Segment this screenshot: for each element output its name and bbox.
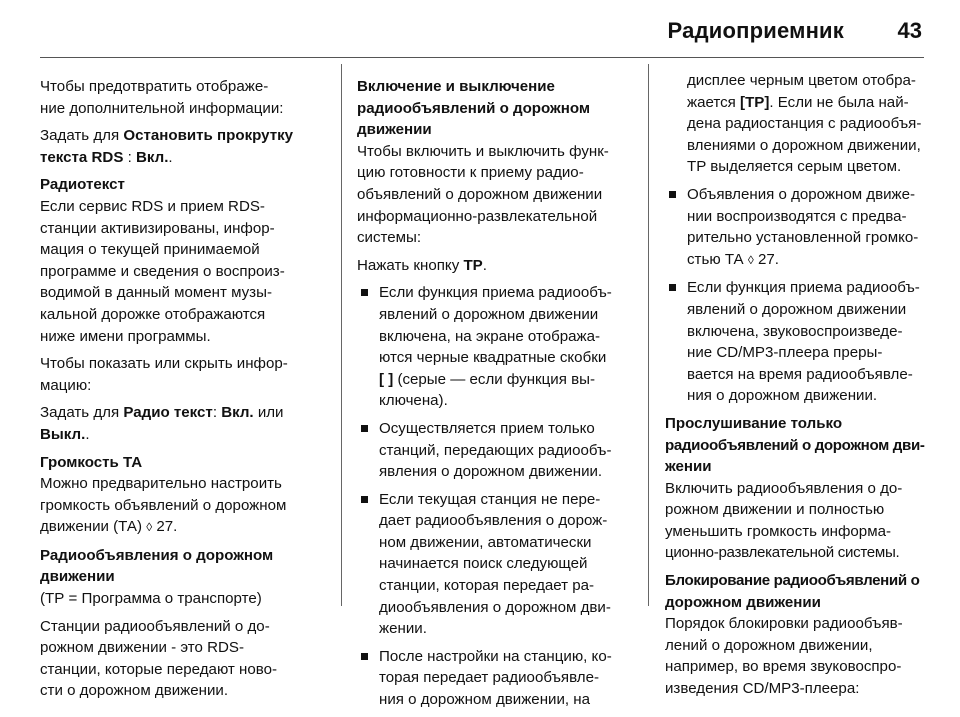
radiotext-section — [40, 174, 330, 347]
text-fragment: или — [253, 404, 284, 422]
column-divider-2 — [648, 64, 649, 606]
text-line: Если текущая станция не пере- — [379, 490, 601, 508]
text-line: громкость объявлений о дорожном — [40, 496, 287, 514]
menu-option-value: Вкл. — [135, 148, 169, 166]
text-fragment: . — [482, 256, 487, 274]
press-tp-instruction — [357, 255, 634, 277]
square-bullet-icon — [361, 425, 368, 432]
text-line: информационно-развлекательной — [357, 207, 598, 225]
tp-button-label: TP — [463, 256, 483, 274]
text-fragment: . Если не была най- — [769, 93, 909, 111]
traffic-stations-paragraph — [40, 616, 330, 702]
text-line: станции активизированы, инфор- — [40, 219, 275, 237]
text-fragment: . — [168, 148, 173, 166]
text-line: цию готовности к приему радио- — [357, 164, 584, 182]
text-line: сти о дорожном движении. — [40, 682, 229, 700]
square-bullet-icon — [361, 289, 368, 296]
section-heading: Прослушивание только — [665, 414, 843, 432]
menu-option-name: Остановить прокрутку — [123, 127, 294, 145]
menu-option-value: Выкл. — [40, 425, 86, 443]
page-reference: 27. — [753, 250, 779, 268]
text-line: ние CD/MP3-плеера преры- — [687, 344, 883, 362]
text-line: TP выделяется серым цветом. — [687, 158, 902, 176]
text-line: рительно установленной громко- — [687, 229, 919, 247]
text-line: изведения CD/MP3-плеера: — [665, 680, 860, 698]
text-line: начинается поиск следующей — [379, 555, 588, 573]
text-line: жении. — [379, 620, 427, 638]
section-heading: радиообъявлений о дорожном дви- — [665, 436, 925, 454]
text-line: ются черные квадратные скобки — [379, 349, 607, 367]
text-line: нии воспроизводятся с предва- — [687, 207, 907, 225]
text-line: ния о дорожном движении. — [687, 387, 878, 405]
text-fragment: : — [123, 148, 136, 166]
text-line: рожном движении и полностью — [665, 501, 885, 519]
section-heading: Громкость ТА — [40, 453, 143, 471]
square-bullet-icon — [669, 284, 676, 291]
arrow-reference-icon: ◊ — [146, 520, 153, 535]
text-fragment: стью ТА — [687, 250, 748, 268]
menu-option-name: Радио текст — [123, 404, 213, 422]
text-line: уменьшить громкость информа- — [665, 522, 891, 540]
text-line: диообъявления о дорожном дви- — [379, 598, 611, 616]
text-line: рожном движении - это RDS- — [40, 639, 244, 657]
text-line: ционно-развлекательной системы. — [665, 544, 900, 562]
list-item — [357, 282, 634, 412]
tp-indicator: [TP] — [740, 93, 770, 111]
section-heading: радиообъявлений о дорожном — [357, 99, 591, 117]
text-line: программе и сведения о воспроиз- — [40, 262, 285, 280]
text-line: Станции радиообъявлений о до- — [40, 617, 270, 635]
text-line: кальной дорожке отображаются — [40, 305, 266, 323]
page-header — [0, 0, 960, 58]
text-line: дена радиостанция с радиообъя- — [687, 115, 922, 133]
text-fragment: Нажать кнопку — [357, 256, 464, 274]
text-fragment: жается — [687, 93, 741, 111]
text-line: ние дополнительной информации: — [40, 99, 284, 117]
ta-volume-section — [40, 452, 330, 539]
column-divider-1 — [341, 64, 342, 606]
text-line: После настройки на станцию, ко- — [379, 647, 612, 665]
text-line: мация о текущей принимаемой — [40, 241, 260, 259]
text-line: явлений о дорожном движении — [379, 305, 599, 323]
text-line: дисплее черным цветом отобра- — [687, 72, 916, 89]
text-line: Порядок блокировки радиообъяв- — [665, 615, 903, 633]
text-line: влениями о дорожном движении, — [687, 136, 921, 154]
page-reference: 27. — [152, 518, 178, 536]
list-item — [665, 184, 927, 271]
text-line: явлений о дорожном движении — [687, 300, 907, 318]
section-heading: движении — [357, 121, 432, 139]
setting-radio-text — [40, 402, 330, 445]
text-line: станций, передающих радиообъ- — [379, 441, 612, 459]
text-line: например, во время звуковоспро- — [665, 658, 902, 676]
text-line: Чтобы включить и выключить функ- — [357, 142, 609, 160]
text-fragment: : — [212, 404, 222, 422]
text-line: станции, которая передает ра- — [379, 577, 595, 595]
arrow-reference-icon: ◊ — [747, 252, 754, 267]
section-heading: движении — [40, 568, 115, 586]
section-heading: Блокирование радиообъявлений о — [665, 572, 920, 590]
text-line: объявлений о дорожном движении — [357, 185, 603, 203]
list-item — [357, 489, 634, 640]
section-heading: Радиотекст — [40, 176, 125, 194]
text-fragment: Задать для — [40, 404, 124, 422]
text-line: торая передает радиообъявле- — [379, 669, 599, 687]
traffic-announcements-section — [40, 545, 330, 610]
text-fragment: движении (ТА) — [40, 518, 147, 536]
text-line: Чтобы показать или скрыть инфор- — [40, 355, 288, 373]
menu-option-name: текста RDS — [40, 148, 124, 166]
section-heading: Радиообъявления о дорожном — [40, 546, 274, 564]
text-line: ключена). — [379, 392, 448, 410]
text-line: Включить радиообъявления о до- — [665, 479, 903, 497]
text-line: явления о дорожном движении. — [379, 463, 603, 481]
text-fragment: . — [85, 425, 90, 443]
text-line: включена, звуковоспроизведе- — [687, 322, 903, 340]
text-line: ния о дорожном движении, на — [379, 691, 591, 709]
text-fragment: (серые — если функция вы- — [393, 370, 595, 388]
text-line: дает радиообъявления о дорож- — [379, 512, 608, 530]
text-line: ном движении, автоматически — [379, 533, 592, 551]
block-traffic-section — [665, 570, 927, 700]
text-line: Если функция приема радиообъ- — [687, 279, 920, 297]
column-1 — [40, 76, 330, 708]
section-heading: жении — [665, 458, 712, 476]
section-heading: дорожном движении — [665, 593, 821, 611]
square-bullet-icon — [669, 191, 676, 198]
text-line: Чтобы предотвратить отображе- — [40, 78, 269, 95]
setting-rds-scroll — [40, 125, 330, 168]
list-item — [665, 277, 927, 407]
text-line: ниже имени программы. — [40, 327, 211, 345]
text-line: Можно предварительно настроить — [40, 475, 282, 493]
listen-only-section — [665, 413, 927, 564]
text-line: Если функция приема радиообъ- — [379, 284, 612, 302]
show-hide-paragraph — [40, 353, 330, 396]
header-divider — [40, 57, 924, 58]
toggle-traffic-section — [357, 76, 634, 249]
text-line: мацию: — [40, 376, 92, 394]
text-line: включена, на экране отобража- — [379, 327, 601, 345]
text-fragment: Задать для — [40, 127, 124, 145]
text-line: системы: — [357, 229, 422, 247]
text-line: станции, которые передают ново- — [40, 660, 278, 678]
column-2 — [357, 76, 634, 717]
text-line: лений о дорожном движении, — [665, 636, 873, 654]
text-line: Если сервис RDS и прием RDS- — [40, 197, 265, 215]
square-bullet-icon — [361, 653, 368, 660]
section-heading: Включение и выключение — [357, 78, 555, 95]
text-line: Осуществляется прием только — [379, 419, 595, 437]
list-item — [357, 646, 634, 711]
bracket-indicator: [ ] — [379, 370, 394, 388]
column-3 — [665, 72, 927, 706]
page-number: 43 — [897, 18, 922, 43]
list-item — [357, 418, 634, 483]
list-item-continued — [665, 70, 927, 178]
menu-option-value: Вкл. — [221, 404, 254, 422]
text-line: (ТР = Программа о транспорте) — [40, 590, 262, 608]
square-bullet-icon — [361, 496, 368, 503]
text-line: Объявления о дорожном движе- — [687, 185, 916, 203]
page-title: Радиоприемник — [667, 18, 844, 43]
intro-paragraph — [40, 76, 330, 119]
text-line: вается на время радиообъявле- — [687, 365, 913, 383]
text-line: водимой в данный момент музы- — [40, 284, 272, 302]
